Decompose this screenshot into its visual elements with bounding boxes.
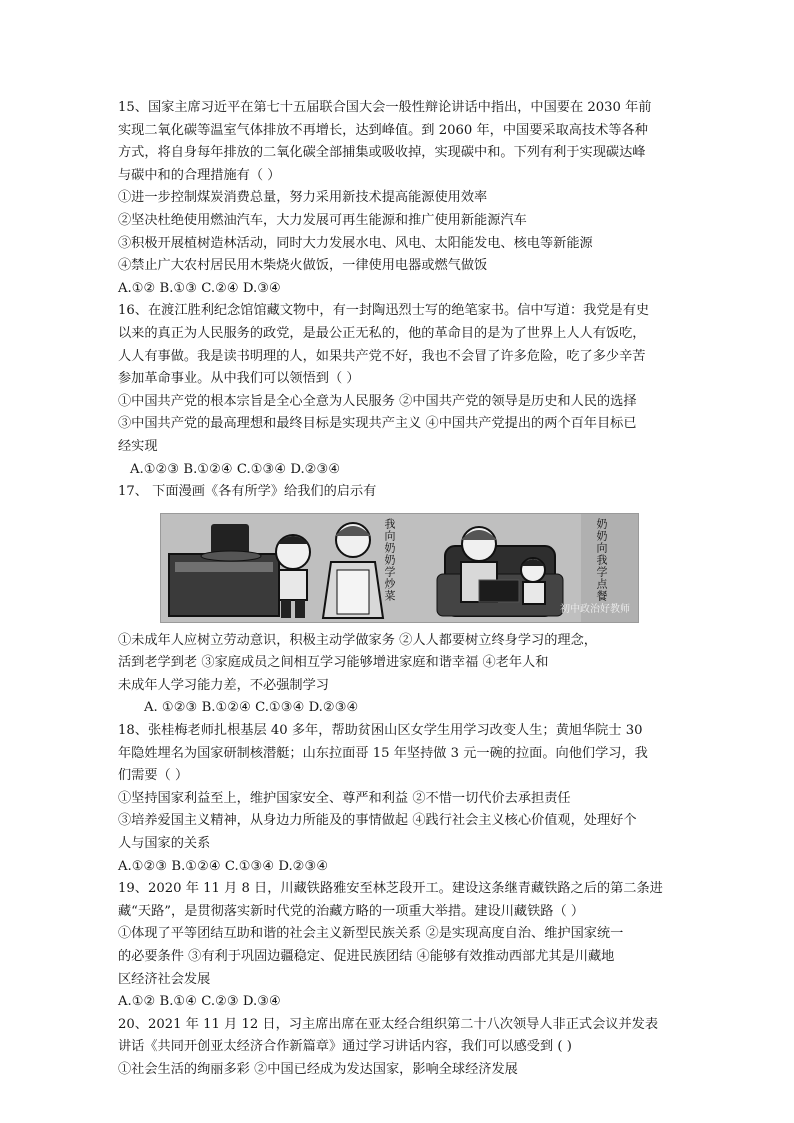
- q17-answer-choices: A. ①②③ B.①②④ C.①③④ D.②③④: [144, 700, 359, 716]
- comic-image: [160, 513, 639, 623]
- q18-answer-choices: A.①②③ B.①②④ C.①③④ D.②③④: [118, 858, 329, 874]
- q17-option-line: 未成年人学习能力差，不必强制学习: [118, 677, 329, 693]
- q19-answer-choices: A.①② B.①④ C.②③ D.③④: [118, 994, 281, 1010]
- q15-line: 方式，将自身每年排放的二氧化碳全部捕集或吸收掉，实现碳中和。下列有利于实现碳达峰: [118, 145, 646, 161]
- q20-line: 讲话《共同开创亚太经济合作新篇章》通过学习讲话内容，我们可以感受到 ( ): [118, 1039, 572, 1055]
- q18-option-line: ①坚持国家利益至上，维护国家安全、尊严和利益 ②不惜一切代价去承担责任: [118, 790, 571, 806]
- q15-option-line: ③积极开展植树造林活动，同时大力发展水电、风电、太阳能发电、核电等新能源: [118, 235, 593, 251]
- q18-line: 们需要（ ）: [118, 768, 189, 784]
- question-16: [118, 300, 678, 481]
- q20-option-line: ①社会生活的绚丽多彩 ②中国已经成为发达国家，影响全球经济发展: [118, 1061, 518, 1077]
- exam-page: [118, 97, 678, 1082]
- q16-line: 以来的真正为人民服务的政党，是最公正无私的，他的革命目的是为了世界上人人有饭吃，: [118, 325, 646, 341]
- comic-caption-right: 奶奶向我学点餐: [595, 517, 608, 602]
- q17-title: 17、 下面漫画《各有所学》给我们的启示有: [118, 484, 377, 500]
- q19-option-line: 区经济社会发展: [118, 971, 211, 987]
- q16-option-line: ①中国共产党的根本宗旨是全心全意为人民服务 ②中国共产党的领导是历史和人民的选择: [118, 393, 637, 409]
- q19-line: 藏“天路”，是贯彻落实新时代党的治藏方略的一项重大举措。建设川藏铁路（ ）: [118, 903, 585, 919]
- q16-option-line: ③中国共产党的最高理想和最终目标是实现共产主义 ④中国共产党提出的两个百年目标已: [118, 416, 637, 432]
- q15-answer-choices: A.①② B.①③ C.②④ D.③④: [118, 280, 281, 296]
- q15-option-line: ④禁止广大农村居民用木柴烧火做饭，一律使用电器或燃气做饭: [118, 258, 488, 274]
- question-20: [118, 1014, 678, 1082]
- q17-option-line: 活到老学到老 ③家庭成员之间相互学习能够增进家庭和谐幸福 ④老年人和: [118, 655, 549, 671]
- q18-line: 年隐姓埋名为国家研制核潜艇；山东拉面哥 15 年坚持做 3 元一碗的拉面。向他们学习，我: [118, 745, 648, 761]
- question-15: [118, 97, 678, 300]
- q19-option-line: ①体现了平等团结互助和谐的社会主义新型民族关系 ②是实现高度自治、维护国家统一: [118, 926, 624, 942]
- q18-option-line: ③培养爱国主义精神，从身边力所能及的事情做起 ④践行社会主义核心价值观，处理好个: [118, 813, 637, 829]
- q18-line: 18、张桂梅老师扎根基层 40 多年，帮助贫困山区女学生用学习改变人生；黄旭华院士 30: [118, 723, 643, 739]
- q16-line: 人人有事做。我是读书明理的人，如果共产党不好，我也不会冒了许多危险，吃了多少辛苦: [118, 348, 646, 364]
- q17-option-line: ①未成年人应树立劳动意识，积极主动学做家务 ②人人都要树立终身学习的理念，: [118, 632, 597, 648]
- question-18: [118, 720, 678, 878]
- comic-watermark: 初中政治好教师: [560, 603, 630, 615]
- q15-line: 实现二氧化碳等温室气体排放不再增长，达到峰值。到 2060 年，中国要采取高技术等各种: [118, 122, 648, 138]
- q15-option-line: ①进一步控制煤炭消费总量，努力采用新技术提高能源使用效率: [118, 190, 488, 206]
- q15-line: 与碳中和的合理措施有（ ）: [118, 167, 281, 183]
- q16-option-line: 经实现: [118, 438, 158, 454]
- q16-line: 16、在渡江胜利纪念馆馆藏文物中，有一封陶迅烈士写的绝笔家书。信中写道：我党是有史: [118, 303, 650, 319]
- q15-line: 15、国家主席习近平在第七十五届联合国大会一般性辩论讲话中指出，中国要在 2030 年前: [118, 100, 652, 115]
- comic-caption-left: 我向奶奶学炒菜: [383, 517, 396, 602]
- q20-line: 20、2021 年 11 月 12 日，习主席出席在亚太经合组织第二十八次领导人非正式会议并发表: [118, 1016, 659, 1032]
- q16-line: 参加革命事业。从中我们可以领悟到（ ）: [118, 371, 360, 387]
- q15-option-line: ②坚决杜绝使用燃油汽车，大力发展可再生能源和推广使用新能源汽车: [118, 212, 527, 228]
- q19-line: 19、2020 年 11 月 8 日，川藏铁路雅安至林芝段开工。建设这条继青藏铁路之后的第二条进: [118, 881, 663, 897]
- question-17: [118, 481, 678, 720]
- q19-option-line: 的必要条件 ③有利于巩固边疆稳定、促进民族团结 ④能够有效推动西部尤其是川藏地: [118, 949, 615, 964]
- q16-answer-choices: A.①②③ B.①②④ C.①③④ D.②③④: [130, 461, 341, 477]
- q18-option-line: 人与国家的关系: [118, 836, 211, 852]
- question-19: [118, 878, 678, 1014]
